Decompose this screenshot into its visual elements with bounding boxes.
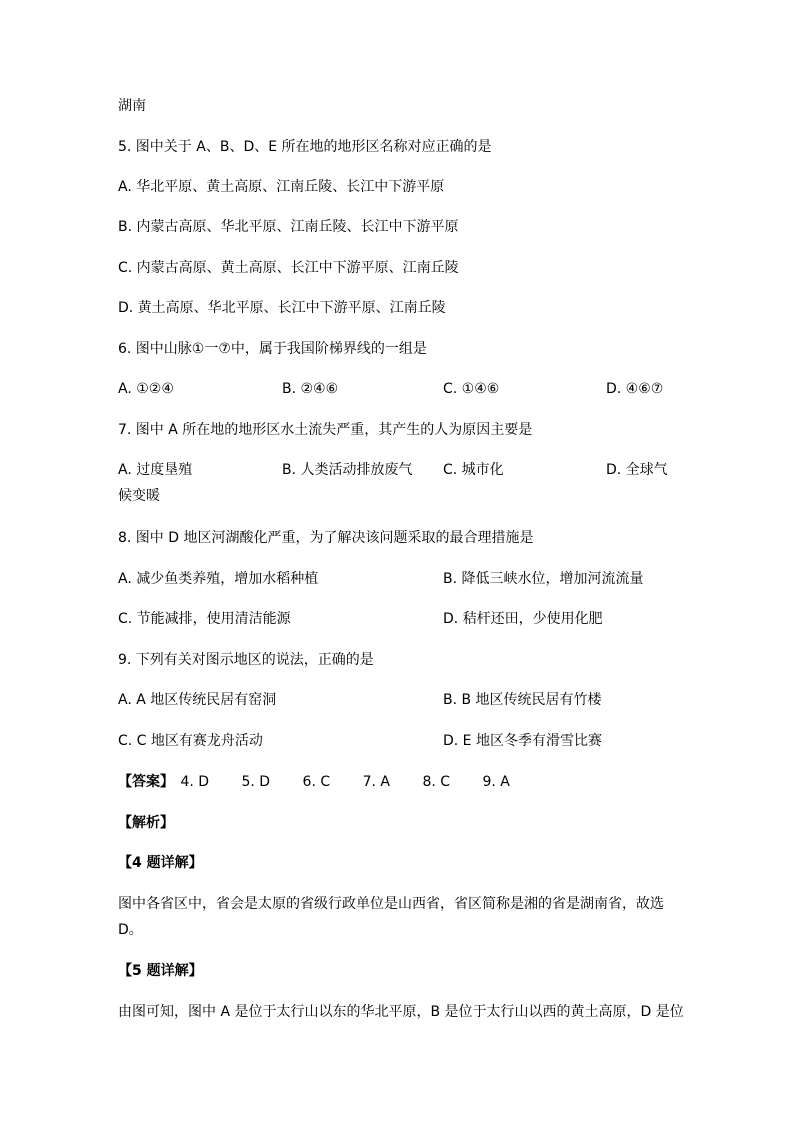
q9-option-c: C. C 地区有赛龙舟活动 xyxy=(118,733,263,749)
answer-item: 6. C xyxy=(302,774,331,790)
analysis-label: 【解析】 xyxy=(118,815,174,831)
q7-option-b: B. 人类活动排放废气 xyxy=(282,462,413,478)
q9-option-d: D. E 地区冬季有滑雪比赛 xyxy=(443,733,602,749)
detail4-label: 【4 题详解】 xyxy=(118,855,203,871)
q5-option-a: A. 华北平原、黄土高原、江南丘陵、长江中下游平原 xyxy=(118,179,445,195)
answer-item: 5. D xyxy=(241,774,271,790)
answer-item: 9. A xyxy=(482,774,510,790)
top-line-text: 湖南 xyxy=(118,98,146,114)
q5-stem: 5. 图中关于 A、B、D、E 所在地的地形区名称对应正确的是 xyxy=(118,139,492,155)
answer-item: 7. A xyxy=(362,774,390,790)
q7-option-d: D. 全球气 xyxy=(606,462,668,478)
q7-option-a: A. 过度垦殖 xyxy=(118,462,193,478)
q6-option-b: B. ②④⑥ xyxy=(282,381,339,397)
detail5-text: 由图可知，图中 A 是位于太行山以东的华北平原，B 是位于太行山以西的黄土高原，D 是位 xyxy=(118,1004,684,1020)
answer-item: 4. D xyxy=(180,774,210,790)
answer-label: 【答案】 xyxy=(118,774,174,790)
q6-option-d: D. ④⑥⑦ xyxy=(606,381,664,397)
q9-option-b: B. B 地区传统民居有竹楼 xyxy=(443,692,602,708)
q8-option-a: A. 减少鱼类养殖，增加水稻种植 xyxy=(118,571,319,587)
q6-option-c: C. ①④⑥ xyxy=(443,381,500,397)
q7-stem: 7. 图中 A 所在地的地形区水土流失严重，其产生的人为原因主要是 xyxy=(118,422,533,438)
q8-option-c: C. 节能减排，使用清洁能源 xyxy=(118,611,291,627)
q6-option-a: A. ①②④ xyxy=(118,381,174,397)
q5-option-b: B. 内蒙古高原、华北平原、江南丘陵、长江中下游平原 xyxy=(118,219,459,235)
q7-option-c: C. 城市化 xyxy=(443,462,504,478)
q7-option-d-continuation: 候变暖 xyxy=(118,488,160,504)
q8-option-b: B. 降低三峡水位，增加河流流量 xyxy=(443,571,644,587)
q9-stem: 9. 下列有关对图示地区的说法，正确的是 xyxy=(118,652,374,668)
q9-option-a: A. A 地区传统民居有窑洞 xyxy=(118,692,277,708)
q6-stem: 6. 图中山脉①一⑦中，属于我国阶梯界线的一组是 xyxy=(118,341,427,357)
q5-option-d: D. 黄土高原、华北平原、长江中下游平原、江南丘陵 xyxy=(118,300,446,316)
answer-line xyxy=(118,772,510,792)
detail4-text: 图中各省区中，省会是太原的省级行政单位是山西省，省区简称是湘的省是湖南省，故选D。 xyxy=(118,896,664,938)
q5-option-c: C. 内蒙古高原、黄土高原、长江中下游平原、江南丘陵 xyxy=(118,260,459,276)
q8-stem: 8. 图中 D 地区河湖酸化严重，为了解决该问题采取的最合理措施是 xyxy=(118,530,534,546)
answer-item: 8. C xyxy=(422,774,451,790)
detail5-label: 【5 题详解】 xyxy=(118,963,203,979)
q8-option-d: D. 秸杆还田，少使用化肥 xyxy=(443,611,603,627)
